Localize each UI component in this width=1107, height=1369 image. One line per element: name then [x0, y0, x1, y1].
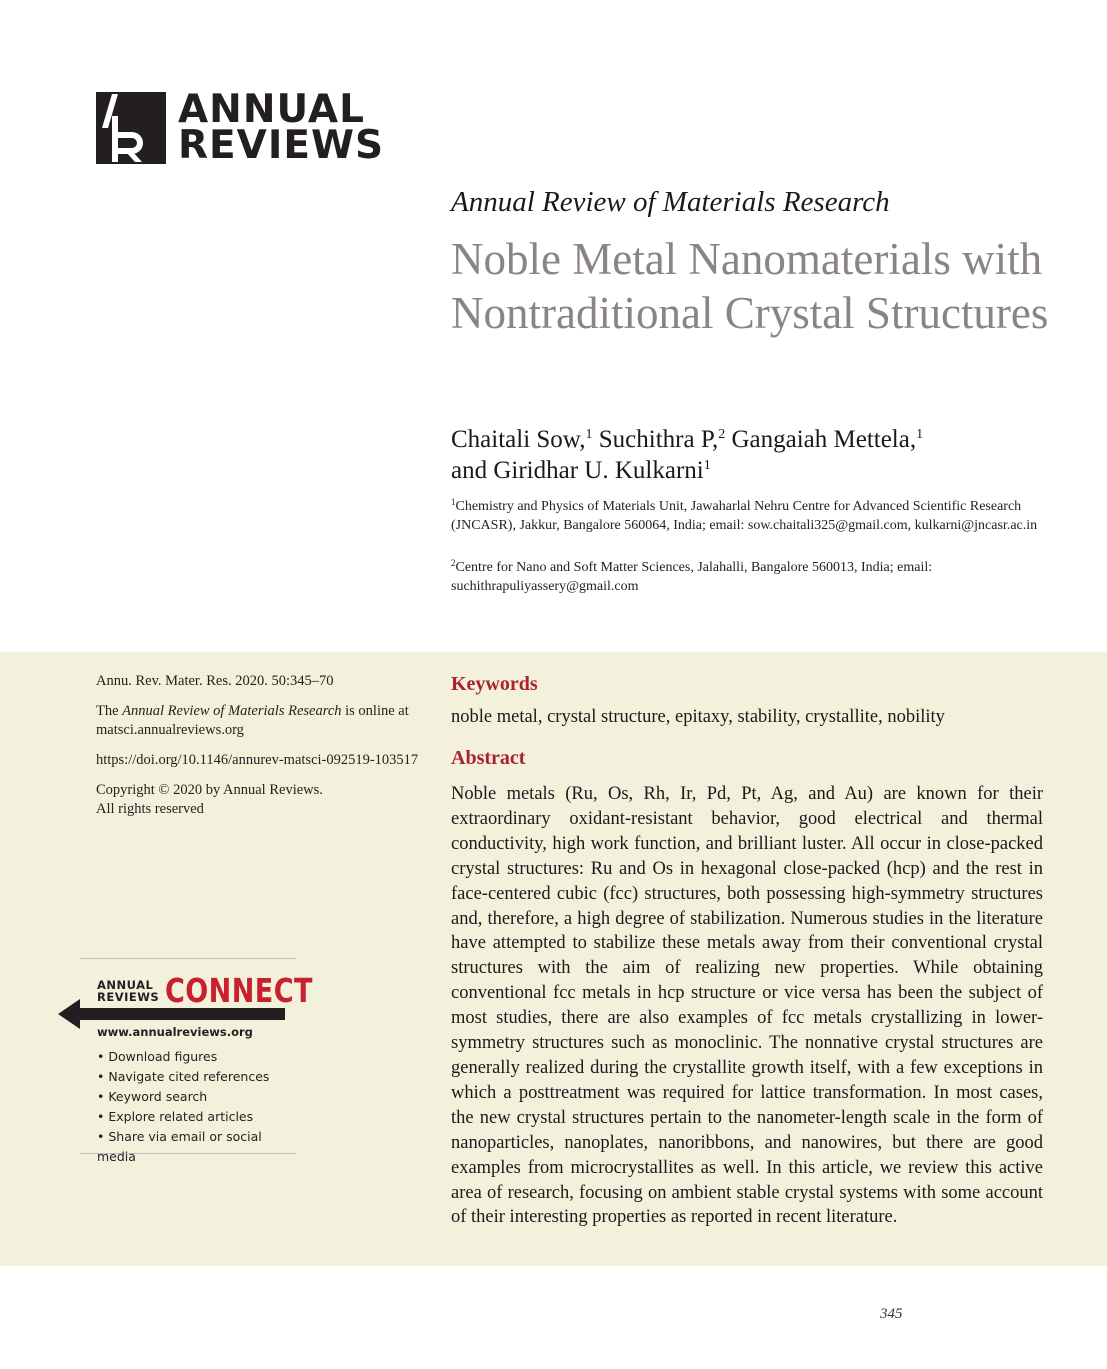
- connect-brand-reviews: REVIEWS: [97, 989, 160, 1004]
- author-name: Chaitali Sow,: [451, 426, 586, 453]
- keywords-text: noble metal, crystal structure, epitaxy, stability, crystallite, nobility: [451, 707, 945, 727]
- doi-link[interactable]: https://doi.org/10.1146/annurev-matsci-092519-103517: [96, 752, 419, 768]
- keywords-heading: Keywords: [451, 673, 538, 695]
- affiliation-text: Chemistry and Physics of Materials Unit, Jawaharlal Nehru Centre for Advanced Scientific Research (JNCASR), Jakkur, Bangalore 560064, India; email: sow.chaitali325@gmail.com, kulkarni@jncasr.ac.in: [451, 499, 1038, 533]
- affiliation-1: [451, 497, 1051, 535]
- list-item: • Navigate cited references: [97, 1069, 270, 1084]
- connect-title: CONNECT: [165, 971, 314, 1010]
- copyright-line-1: Copyright © 2020 by Annual Reviews.: [96, 782, 323, 798]
- citation-meta: [96, 672, 426, 830]
- list-item: • Keyword search: [97, 1089, 208, 1104]
- list-item: • Explore related articles: [97, 1109, 254, 1124]
- affiliation-text: Centre for Nano and Soft Matter Sciences, Jalahalli, Bangalore 560013, India; email: suchithrapuliyassery@gmail.com: [451, 560, 933, 594]
- author-name: Gangaiah Mettela,: [725, 426, 917, 453]
- abstract-heading: Abstract: [451, 747, 526, 769]
- annual-reviews-connect-box: [80, 958, 314, 1164]
- citation: Annu. Rev. Mater. Res. 2020. 50:345–70: [96, 673, 334, 689]
- connect-feature-list: [97, 1047, 296, 1167]
- article-title: Noble Metal Nanomaterials with Nontraditional Crystal Structures: [451, 234, 1049, 338]
- copyright: [96, 781, 426, 819]
- online-journal: Annual Review of Materials Research: [122, 703, 342, 719]
- author-affiliation-mark: 1: [916, 427, 924, 442]
- list-item: • Download figures: [97, 1049, 218, 1064]
- online-prefix: The: [96, 703, 123, 719]
- author-affiliation-mark: 2: [718, 427, 726, 442]
- journal-name: Annual Review of Materials Research: [451, 186, 890, 218]
- logo-wordmark: [178, 87, 385, 168]
- affiliation-2: [451, 558, 1051, 596]
- affiliation-mark: 2: [451, 558, 456, 568]
- author-list: [451, 424, 1051, 486]
- author-affiliation-mark: 1: [703, 458, 711, 473]
- online-note: [96, 702, 426, 740]
- connect-brand-annual: ANNUAL: [97, 977, 154, 992]
- annual-reviews-logo: [96, 87, 385, 168]
- online-suffix[interactable]: is online at matsci.annualreviews.org: [96, 703, 409, 738]
- abstract-text: Noble metals (Ru, Os, Rh, Ir, Pd, Pt, Ag, and Au) are known for their extraordinary oxidant-resistant behavior, good electrical and thermal conductivity, high work function, and brilliant luster. All occur in close-packed crystal structures: Ru and Os in hexagonal close-packed (hcp) and the rest in face-centered cubic (fcc) structures, both possessing high-symmetry structures and, therefore, a high degree of stabilization. Numerous studies in the literature have attempted to stabilize these metals away from their conventional crystal structures with the aim of realizing new properties. While obtaining conventional fcc metals in hcp structure or vice versa has been the subject of most studies, there are also examples of fcc metals crystallizing in lower-symmetry structures such as monoclinic. The nonnative crystal structures are generally realized during the crystallite growth itself, with a few exceptions in which a posttreatment was required for lattice transformation. In most cases, the new crystal structures pertain to the nanometer-length scale in the form of nanoparticles, nanoplates, nanoribbons, and nanowires, but there are good examples from microcrystallites as well. In this article, we review this active area of research, focusing on ambient stable crystal systems with some account of their interesting properties as reported in recent literature.: [451, 784, 1043, 1228]
- affiliation-mark: 1: [451, 497, 456, 507]
- author-name: and Giridhar U. Kulkarni: [451, 457, 704, 484]
- copyright-line-2: All rights reserved: [96, 801, 204, 817]
- logo-word-annual: ANNUAL: [178, 87, 365, 132]
- page-number: 345: [880, 1306, 903, 1322]
- connect-url-link[interactable]: www.annualreviews.org: [97, 1025, 253, 1039]
- author-name: Suchithra P,: [592, 426, 719, 453]
- logo-word-reviews: REVIEWS: [178, 123, 385, 168]
- ar-logo-mark-icon: [96, 92, 166, 164]
- list-item: • Share via email or social media: [97, 1129, 262, 1164]
- author-affiliation-mark: 1: [585, 427, 593, 442]
